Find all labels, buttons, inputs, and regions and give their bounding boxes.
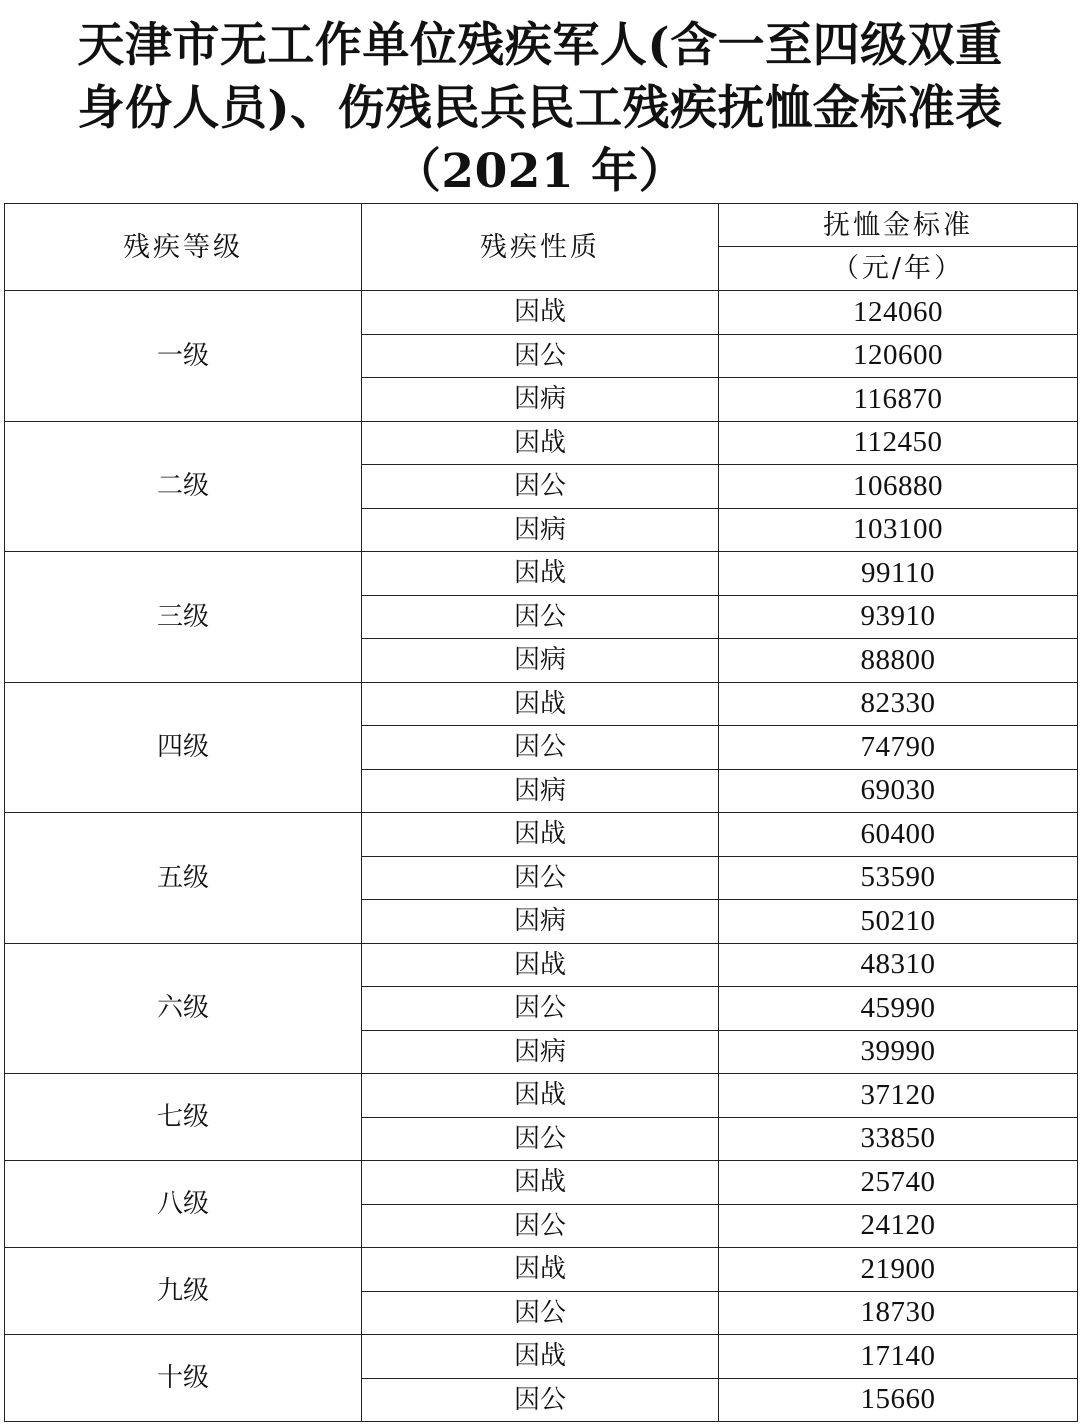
grade-cell: 六级 bbox=[5, 943, 362, 1074]
amount-cell: 103100 bbox=[719, 508, 1078, 552]
amount-cell: 18730 bbox=[719, 1291, 1078, 1335]
header-nature: 残疾性质 bbox=[362, 204, 719, 291]
amount-cell: 25740 bbox=[719, 1161, 1078, 1205]
amount-cell: 112450 bbox=[719, 421, 1078, 465]
title-line-2: 身份人员)、伤残民兵民工残疾抚恤金标准表 bbox=[77, 81, 1003, 136]
nature-cell: 因公 bbox=[362, 726, 719, 770]
header-standard: 抚恤金标准 bbox=[719, 204, 1078, 247]
nature-cell: 因公 bbox=[362, 334, 719, 378]
grade-cell: 四级 bbox=[5, 682, 362, 813]
title-line-1: 天津市无工作单位残疾军人(含一至四级双重 bbox=[77, 18, 1003, 73]
amount-cell: 53590 bbox=[719, 856, 1078, 900]
amount-cell: 21900 bbox=[719, 1248, 1078, 1292]
nature-cell: 因公 bbox=[362, 1204, 719, 1248]
nature-cell: 因战 bbox=[362, 552, 719, 596]
nature-cell: 因病 bbox=[362, 900, 719, 944]
amount-cell: 60400 bbox=[719, 813, 1078, 857]
amount-cell: 50210 bbox=[719, 900, 1078, 944]
nature-cell: 因病 bbox=[362, 1030, 719, 1074]
grade-cell: 三级 bbox=[5, 552, 362, 683]
grade-cell: 一级 bbox=[5, 291, 362, 422]
table-body bbox=[5, 204, 1078, 1422]
amount-cell: 15660 bbox=[719, 1378, 1078, 1422]
table-row bbox=[5, 421, 1078, 465]
nature-cell: 因病 bbox=[362, 378, 719, 422]
header-grade: 残疾等级 bbox=[5, 204, 362, 291]
amount-cell: 48310 bbox=[719, 943, 1078, 987]
amount-cell: 82330 bbox=[719, 682, 1078, 726]
amount-cell: 99110 bbox=[719, 552, 1078, 596]
nature-cell: 因公 bbox=[362, 1117, 719, 1161]
nature-cell: 因公 bbox=[362, 1378, 719, 1422]
amount-cell: 116870 bbox=[719, 378, 1078, 422]
amount-cell: 120600 bbox=[719, 334, 1078, 378]
amount-cell: 93910 bbox=[719, 595, 1078, 639]
nature-cell: 因病 bbox=[362, 639, 719, 683]
nature-cell: 因战 bbox=[362, 1161, 719, 1205]
table-row bbox=[5, 1335, 1078, 1379]
header-row bbox=[5, 204, 1078, 247]
nature-cell: 因战 bbox=[362, 943, 719, 987]
nature-cell: 因病 bbox=[362, 769, 719, 813]
amount-cell: 24120 bbox=[719, 1204, 1078, 1248]
table-row bbox=[5, 943, 1078, 987]
grade-cell: 二级 bbox=[5, 421, 362, 552]
amount-cell: 69030 bbox=[719, 769, 1078, 813]
table-row bbox=[5, 1074, 1078, 1118]
amount-cell: 39990 bbox=[719, 1030, 1078, 1074]
table-row bbox=[5, 291, 1078, 335]
amount-cell: 33850 bbox=[719, 1117, 1078, 1161]
table-row bbox=[5, 1248, 1078, 1292]
nature-cell: 因病 bbox=[362, 508, 719, 552]
nature-cell: 因公 bbox=[362, 987, 719, 1031]
nature-cell: 因战 bbox=[362, 1335, 719, 1379]
nature-cell: 因战 bbox=[362, 421, 719, 465]
amount-cell: 74790 bbox=[719, 726, 1078, 770]
nature-cell: 因公 bbox=[362, 465, 719, 509]
nature-cell: 因战 bbox=[362, 813, 719, 857]
amount-cell: 17140 bbox=[719, 1335, 1078, 1379]
document-title bbox=[0, 14, 1080, 203]
nature-cell: 因公 bbox=[362, 1291, 719, 1335]
title-line-3: （2021 年） bbox=[393, 144, 687, 199]
nature-cell: 因战 bbox=[362, 1074, 719, 1118]
grade-cell: 五级 bbox=[5, 813, 362, 944]
nature-cell: 因公 bbox=[362, 595, 719, 639]
table-row bbox=[5, 552, 1078, 596]
grade-cell: 九级 bbox=[5, 1248, 362, 1335]
nature-cell: 因战 bbox=[362, 291, 719, 335]
table-row bbox=[5, 813, 1078, 857]
table-row bbox=[5, 1161, 1078, 1205]
amount-cell: 106880 bbox=[719, 465, 1078, 509]
amount-cell: 88800 bbox=[719, 639, 1078, 683]
table-row bbox=[5, 682, 1078, 726]
amount-cell: 45990 bbox=[719, 987, 1078, 1031]
grade-cell: 十级 bbox=[5, 1335, 362, 1422]
amount-cell: 37120 bbox=[719, 1074, 1078, 1118]
nature-cell: 因战 bbox=[362, 1248, 719, 1292]
nature-cell: 因战 bbox=[362, 682, 719, 726]
grade-cell: 七级 bbox=[5, 1074, 362, 1161]
amount-cell: 124060 bbox=[719, 291, 1078, 335]
header-unit: （元/年） bbox=[719, 247, 1078, 291]
pension-standard-table bbox=[4, 203, 1078, 1422]
grade-cell: 八级 bbox=[5, 1161, 362, 1248]
nature-cell: 因公 bbox=[362, 856, 719, 900]
